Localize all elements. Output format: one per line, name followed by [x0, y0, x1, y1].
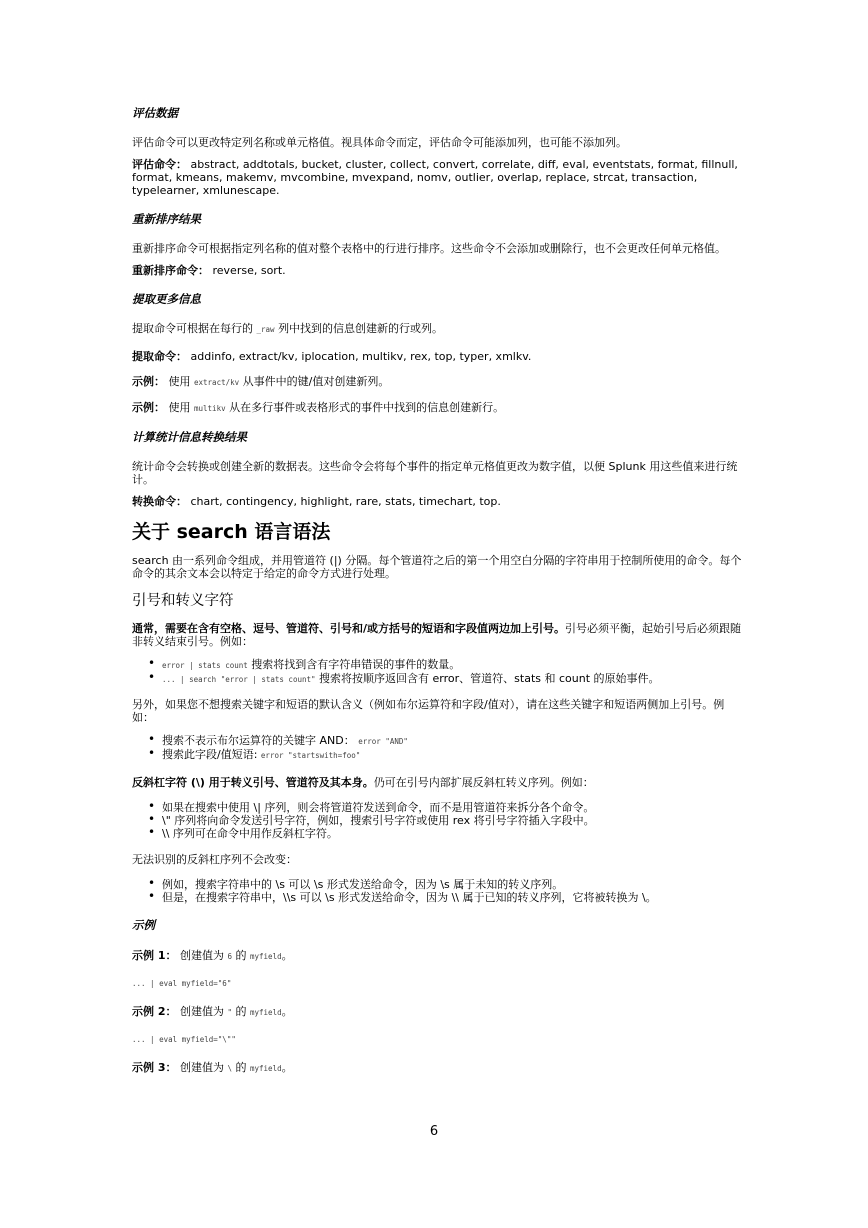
example-code: \ — [227, 1064, 232, 1073]
section-title-extract: 提取更多信息 — [132, 292, 201, 306]
also-paragraph: 另外，如果您不想搜索关键字和短语的默认含义（例如布尔运算符和字段/值对），请在这些关键字和短语两侧加上引号。例如： — [132, 698, 725, 724]
eval-commands-list: abstract, addtotals, bucket, cluster, collect, convert, correlate, diff, eval, eventstats, format, fillnull, format, kmeans, makemv, mvcombine, mvexpand, nomv, outlier, overlap, replace, strcat, transaction, typelearner, xmlunescape. — [132, 158, 738, 197]
example-text: 的 — [235, 1061, 247, 1074]
example-2 — [132, 1005, 742, 1019]
list-code: error | stats count — [162, 661, 248, 670]
extract-desc-b: 列中找到的信息创建新的行或列。 — [278, 322, 444, 335]
example-label: 示例： — [132, 401, 165, 414]
heading-search-syntax: 关于 search 语言语法 — [132, 521, 331, 543]
extract-commands-label: 提取命令： — [132, 350, 187, 363]
list-text: 搜索此字段/值短语: — [162, 748, 258, 761]
list-code: error "startswith=foo" — [260, 751, 361, 760]
list-item: • \" 序列将向命令发送引号字符，例如，搜索引号字符或使用 rex 将引号字符插入字段中。 — [162, 814, 742, 827]
list-item — [162, 658, 742, 672]
raw-code: _raw — [256, 325, 275, 334]
example-code: extract/kv — [194, 378, 240, 387]
example-field: myfield — [250, 1064, 282, 1073]
example-text: 的 — [235, 1005, 247, 1018]
extract-commands — [132, 350, 742, 363]
stats-commands-list: chart, contingency, highlight, rare, stats, timechart, top. — [190, 495, 501, 508]
example-1 — [132, 949, 742, 963]
list-text: 搜索将按顺序返回含有 error、管道符、stats 和 count 的原始事件。 — [319, 672, 660, 685]
reorder-commands — [132, 264, 742, 277]
example-text: 。 — [281, 1005, 293, 1018]
example-2-code: ... | eval myfield="\"" — [132, 1035, 236, 1044]
quote-bold: 通常，需要在含有空格、逗号、管道符、引号和/或方括号的短语和字段值两边加上引号。 — [132, 622, 566, 635]
search-intro: search 由一系列命令组成，并用管道符 (|) 分隔。每个管道符之后的第一个用空白分隔的字符串用于控制所使用的命令。每个命令的其余文本会以特定于给定的命令方式进行处理。 — [132, 554, 742, 580]
heading-quotes-escapes: 引号和转义字符 — [132, 593, 234, 609]
section-title-reorder: 重新排序结果 — [132, 212, 201, 226]
example-field: myfield — [250, 952, 282, 961]
also-list — [132, 734, 742, 762]
list-text: 搜索将找到含有字符串错误的事件的数量。 — [251, 658, 461, 671]
example-label: 示例： — [132, 375, 165, 388]
example-label: 示例 2： — [132, 1005, 177, 1018]
section-title-stats: 计算统计信息转换结果 — [132, 430, 247, 444]
section-title-eval: 评估数据 — [132, 106, 178, 120]
list-item: • \\ 序列可在命令中用作反斜杠字符。 — [162, 827, 742, 840]
example-text: 。 — [281, 949, 293, 962]
stats-commands — [132, 495, 742, 508]
example-text: 使用 — [168, 375, 191, 388]
example-3 — [132, 1061, 742, 1075]
list-item: • 但是，在搜索字符串中，\\s 可以 \s 形式发送给命令，因为 \\ 属于已知的转义序列，它将被转换为 \。 — [162, 891, 742, 904]
example-text: 从事件中的键/值对创建新列。 — [242, 375, 390, 388]
list-code: error "AND" — [358, 737, 408, 746]
backslash-paragraph — [132, 776, 742, 789]
list-item: • 如果在搜索中使用 \| 序列，则会将管道符发送到命令，而不是用管道符来拆分各个命令。 — [162, 801, 742, 814]
section-desc-extract — [132, 322, 742, 336]
quote-rest: 引号必须平衡，起始引号后必须跟随非转义结束引号。例如： — [132, 622, 742, 648]
example-text: 。 — [281, 1061, 293, 1074]
quote-paragraph — [132, 622, 742, 648]
example-code: multikv — [194, 404, 226, 413]
unrecognized-list — [132, 878, 742, 904]
list-item: • 例如，搜索字符串中的 \s 可以 \s 形式发送给命令，因为 \s 属于未知的转义序列。 — [162, 878, 742, 891]
eval-commands — [132, 158, 742, 197]
list-code: ... | search "error | stats count" — [162, 675, 316, 684]
example-text: 创建值为 — [179, 1061, 224, 1074]
example-text: 的 — [235, 949, 247, 962]
example-code: 6 — [227, 952, 232, 961]
section-desc-reorder: 重新排序命令可根据指定列名称的值对整个表格中的行进行排序。这些命令不会添加或删除行，也不会更改任何单元格值。 — [132, 242, 726, 255]
example-field: myfield — [250, 1008, 282, 1017]
extract-commands-list: addinfo, extract/kv, iplocation, multikv, rex, top, typer, xmlkv. — [190, 350, 532, 363]
section-desc-stats: 统计命令会转换或创建全新的数据表。这些命令会将每个事件的指定单元格值更改为数字值，以便 Splunk 用这些值来进行统计。 — [132, 460, 738, 486]
example-1-code: ... | eval myfield="6" — [132, 979, 232, 988]
example-text: 创建值为 — [179, 1005, 224, 1018]
example-text: 从在多行事件或表格形式的事件中找到的信息创建新行。 — [229, 401, 505, 414]
example-text: 使用 — [168, 401, 191, 414]
example-label: 示例 3： — [132, 1061, 177, 1074]
extract-example-2 — [132, 401, 742, 415]
example-code: " — [227, 1008, 232, 1017]
stats-commands-label: 转换命令： — [132, 495, 187, 508]
extract-desc-a: 提取命令可根据在每行的 — [132, 322, 253, 335]
backslash-rest: 仍可在引号内部扩展反斜杠转义序列。例如： — [373, 776, 594, 789]
list-item — [162, 748, 742, 762]
backslash-list — [132, 801, 742, 840]
example-text: 创建值为 — [179, 949, 224, 962]
example-label: 示例 1： — [132, 949, 177, 962]
page-number: 6 — [429, 1124, 439, 1139]
reorder-commands-label: 重新排序命令： — [132, 264, 209, 277]
list-item — [162, 672, 742, 686]
backslash-bold: 反斜杠字符 (\) 用于转义引号、管道符及其本身。 — [132, 776, 374, 789]
list-text: 搜索不表示布尔运算符的关键字 AND： — [162, 734, 355, 747]
eval-commands-label: 评估命令： — [132, 158, 187, 171]
quote-list — [132, 658, 742, 686]
unrecognized-paragraph: 无法识别的反斜杠序列不会改变： — [132, 853, 297, 866]
page-content — [132, 103, 742, 1075]
section-title-examples: 示例 — [132, 918, 155, 932]
reorder-commands-list: reverse, sort. — [212, 264, 286, 277]
list-item — [162, 734, 742, 748]
extract-example-1 — [132, 375, 742, 389]
section-desc-eval: 评估命令可以更改特定列名称或单元格值。视具体命令而定，评估命令可能添加列，也可能不添加列。 — [132, 136, 627, 149]
